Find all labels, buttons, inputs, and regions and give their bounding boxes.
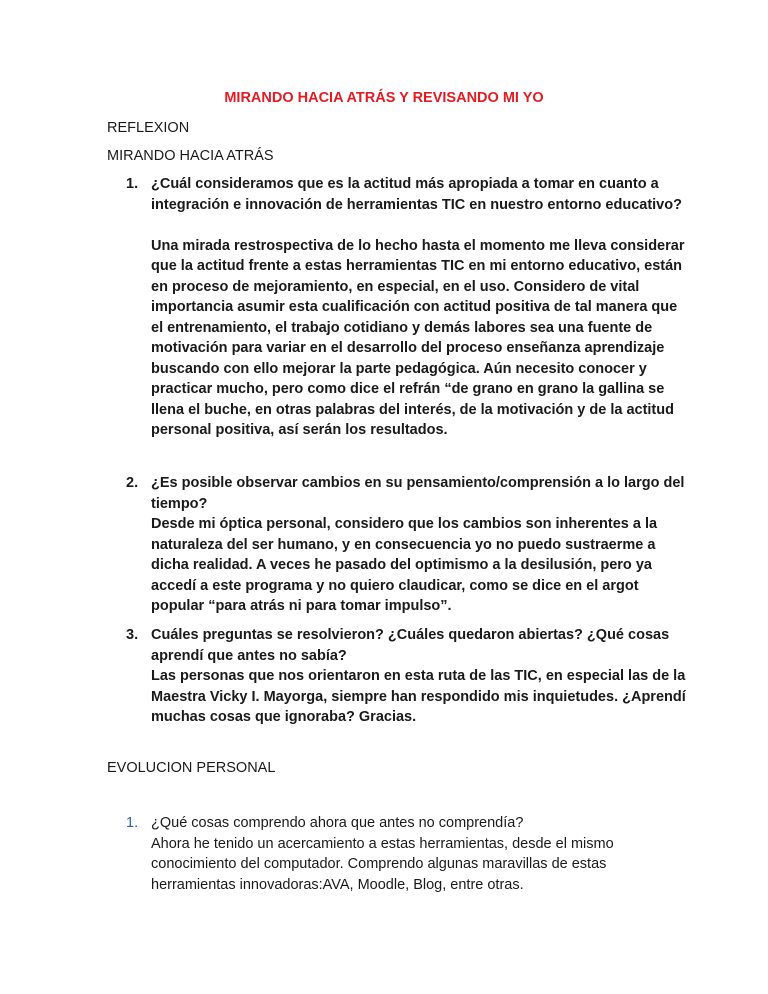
question-text: Cuáles preguntas se resolvieron? ¿Cuáles quedaron abiertas? ¿Qué cosas aprendí que antes no sabía? xyxy=(151,627,670,664)
reflexion-item-1 xyxy=(126,174,686,441)
question-text: ¿Qué cosas comprendo ahora que antes no comprendía? xyxy=(151,815,524,831)
answer-text: Una mirada restrospectiva de lo hecho hasta el momento me lleva considerar que la actitud frente a estas herramientas TIC en mi entorno educativo, están en proceso de mejoramiento, en especial, en el uso. Considero de vital importancia asumir esta cualificación con actitud positiva de tal manera que el entrenamiento, el trabajo cotidiano y demás labores sea una fuente de motivación para variar en el desarrollo del proceso enseñanza aprendizaje buscando con ello mejorar la parte pedagógica. Aún necesito conocer y practicar mucho, pero como dice el refrán “de grano en grano la gallina se llena el buche, en otras palabras del interés, de la motivación y de la actitud personal positiva, así serán los resultados. xyxy=(151,237,685,438)
answer-text: Ahora he tenido un acercamiento a estas herramientas, desde el mismo conocimiento del computador. Comprendo algunas maravillas de estas herramientas innovadoras:AVA, Moodle, Blog, entre otras. xyxy=(151,835,614,893)
section-heading-reflexion: REFLEXION xyxy=(107,120,190,136)
section-subheading-mirando: MIRANDO HACIA ATRÁS xyxy=(107,148,274,164)
list-number: 1. xyxy=(126,176,139,192)
reflexion-item-3 xyxy=(126,625,686,728)
question-text: ¿Es posible observar cambios en su pensamiento/comprensión a lo largo del tiempo? xyxy=(151,475,685,512)
document-title: MIRANDO HACIA ATRÁS Y REVISANDO MI YO xyxy=(224,90,544,106)
reflexion-item-2 xyxy=(126,473,686,617)
list-number: 1. xyxy=(126,815,139,831)
answer-text: Desde mi óptica personal, considero que los cambios son inherentes a la naturaleza del ser humano, y en consecuencia yo no puedo sustraerme a dicha realidad. A veces he pasado del optimismo a la desilusión, pero ya accedí a este programa y no quiero claudicar, como se dice en el argot popular “para atrás ni para tomar impulso”. xyxy=(151,516,658,614)
list-number: 2. xyxy=(126,475,139,491)
answer-text: Las personas que nos orientaron en esta ruta de las TIC, en especial las de la Maestra Vicky I. Mayorga, siempre han respondido mis inquietudes. ¿Aprendí muchas cosas que ignoraba? Gracias. xyxy=(151,668,686,725)
list-number: 3. xyxy=(126,627,139,643)
evolucion-item-1 xyxy=(126,813,686,895)
question-text: ¿Cuál consideramos que es la actitud más apropiada a tomar en cuanto a integración e innovación de herramientas TIC en nuestro entorno educativo? xyxy=(151,176,682,213)
section-heading-evolucion: EVOLUCION PERSONAL xyxy=(107,760,276,776)
